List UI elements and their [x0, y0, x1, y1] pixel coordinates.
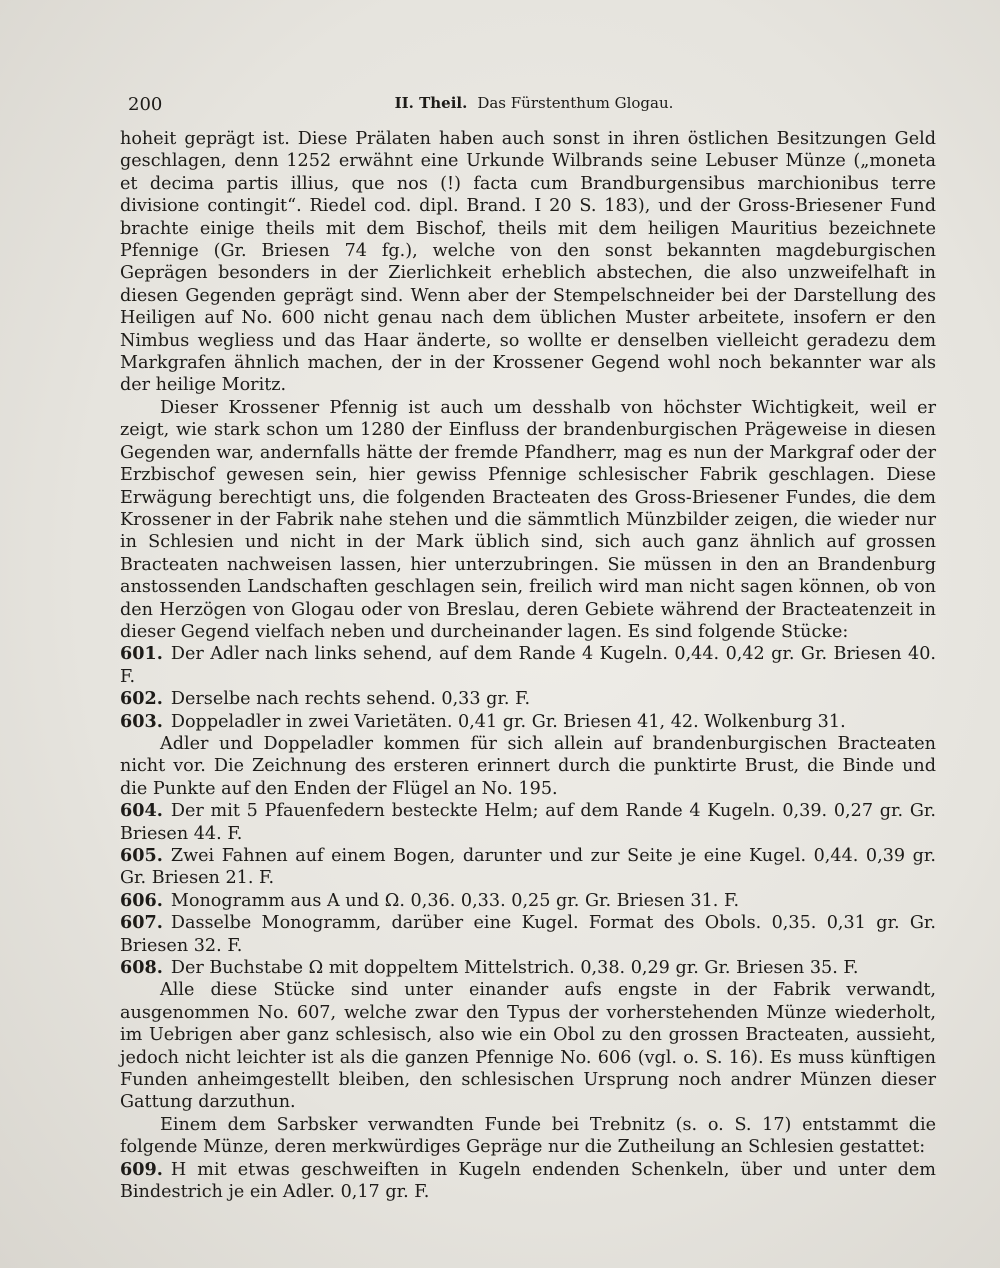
entry-text: Derselbe nach rechts sehend. 0,33 gr. F. — [170, 689, 531, 710]
body-text — [120, 128, 936, 1204]
running-title — [128, 94, 940, 112]
entry-number: 603. — [120, 710, 163, 732]
entry-text: Doppeladler in zwei Varietäten. 0,41 gr. Gr. Briesen 41, 42. Wolkenburg 31. — [170, 711, 846, 732]
catalog-entry — [120, 688, 936, 710]
entry-number: 608. — [120, 957, 163, 979]
entry-number: 609. — [120, 1158, 163, 1180]
entry-number: 606. — [120, 889, 163, 911]
catalog-entry — [120, 1159, 936, 1204]
part-label: II. Theil. — [394, 94, 468, 112]
paragraph: Einem dem Sarbsker verwandten Funde bei Trebnitz (s. o. S. 17) entstammt die folgende Münze, deren merkwürdiges Gepräge nur die Zutheilung an Schlesien gestattet: — [120, 1114, 936, 1158]
paragraph: hoheit geprägt ist. Diese Prälaten haben auch sonst in ihren östlichen Besitzungen Geld geschlagen, denn 1252 erwähnt eine Urkunde Wilbrands seine Lebuser Münze („moneta et decima partis illius, que nos (!) facta cum Brandburgensibus marchionibus terre divisione contingit“. Riedel cod. dipl. Brand. I 20 S. 183), und der Gross-Briesener Fund brachte einige theils mit dem Bischof, theils mit dem heiligen Mauritius bezeichnete Pfennige (Gr. Briesen 74 fg.), welche von den sonst bekannten magdeburgischen Geprägen besonders in der Zierlichkeit erheblich abstechen, die also unzweifelhaft in diesen Gegenden geprägt sind. Wenn aber der Stempelschneider bei der Darstellung des Heiligen auf No. 600 nicht genau nach dem üblichen Muster arbeitete, insofern er den Nimbus wegliess und das Haar änderte, so wollte er denselben vielleicht geradezu dem Markgrafen ähnlich machen, der in der Krossener Gegend wohl noch bekannter war als der heilige Moritz. — [120, 129, 936, 396]
entry-number: 607. — [120, 912, 163, 934]
catalog-entry — [120, 845, 936, 890]
catalog-entry — [120, 890, 936, 912]
chapter-title: Das Fürstenthum Glogau. — [477, 94, 674, 112]
catalog-entry — [120, 957, 936, 979]
paragraph: Adler und Doppeladler kommen für sich allein auf brandenburgischen Bracteaten nicht vor. Die Zeichnung des ersteren erinnert durch die punktirte Brust, die Binde und die Punkte auf den Enden der Flügel an No. 195. — [120, 733, 936, 799]
entry-number: 602. — [120, 688, 163, 710]
catalog-entry — [120, 643, 936, 688]
entry-text: Der Adler nach links sehend, auf dem Rande 4 Kugeln. 0,44. 0,42 gr. Gr. Briesen 40. F. — [120, 644, 936, 687]
entry-text: Der mit 5 Pfauenfedern besteckte Helm; auf dem Rande 4 Kugeln. 0,39. 0,27 gr. Gr. Briesen 44. F. — [120, 801, 936, 844]
paragraph: Alle diese Stücke sind unter einander aufs engste in der Fabrik verwandt, ausgenommen No. 607, welche zwar den Typus der vorherstehenden Münze wiederholt, im Uebrigen aber ganz schlesisch, also wie ein Obol zu den grossen Bracteaten, aussieht, jedoch nicht leichter ist als die ganzen Pfennige No. 606 (vgl. o. S. 16). Es muss künftigen Funden anheimgestellt bleiben, den schlesischen Ursprung noch andrer Münzen dieser Gattung darzuthun. — [120, 980, 936, 1113]
running-header — [128, 94, 940, 118]
catalog-entry — [120, 711, 936, 733]
entry-text: Zwei Fahnen auf einem Bogen, darunter und zur Seite je eine Kugel. 0,44. 0,39 gr. Gr. Briesen 21. F. — [120, 846, 936, 889]
paragraph: Dieser Krossener Pfennig ist auch um desshalb von höchster Wichtigkeit, weil er zeigt, wie stark schon um 1280 der Einfluss der brandenburgischen Prägeweise in diesen Gegenden war, andernfalls hätte der fremde Pfandherr, mag es nun der Markgraf oder der Erzbischof gewesen sein, hier gewiss Pfennige schlesischer Fabrik geschlagen. Diese Erwägung berechtigt uns, die folgenden Bracteaten des Gross-Briesener Fundes, die dem Krossener in der Fabrik nahe stehen und die sämmtlich Münzbilder zeigen, die wieder nur in Schlesien und nicht in der Mark üblich sind, sich auch ganz ähnlich auf grossen Bracteaten nachweisen lassen, hier unterzubringen. Sie müssen in den an Brandenburg anstossenden Landschaften geschlagen sein, freilich wird man nicht sagen können, ob von den Herzögen von Glogau oder von Breslau, deren Gebiete während der Bracteatenzeit in dieser Gegend vielfach neben und durcheinander lagen. Es sind folgende Stücke: — [120, 397, 936, 642]
entry-text: H mit etwas geschweiften in Kugeln endenden Schenkeln, über und unter dem Bindestrich je ein Adler. 0,17 gr. F. — [120, 1159, 936, 1203]
entry-text: Monogramm aus A und Ω. 0,36. 0,33. 0,25 gr. Gr. Briesen 31. F. — [170, 890, 740, 911]
catalog-entry — [120, 912, 936, 957]
catalog-entry — [120, 800, 936, 845]
page-number: 200 — [128, 94, 163, 115]
entry-number: 604. — [120, 800, 163, 822]
entry-number: 605. — [120, 845, 163, 866]
entry-number: 601. — [120, 643, 163, 665]
entry-text: Dasselbe Monogramm, darüber eine Kugel. Format des Obols. 0,35. 0,31 gr. Gr. Briesen 32. F. — [120, 913, 936, 956]
entry-text: Der Buchstabe Ω mit doppeltem Mittelstrich. 0,38. 0,29 gr. Gr. Briesen 35. F. — [170, 958, 859, 979]
